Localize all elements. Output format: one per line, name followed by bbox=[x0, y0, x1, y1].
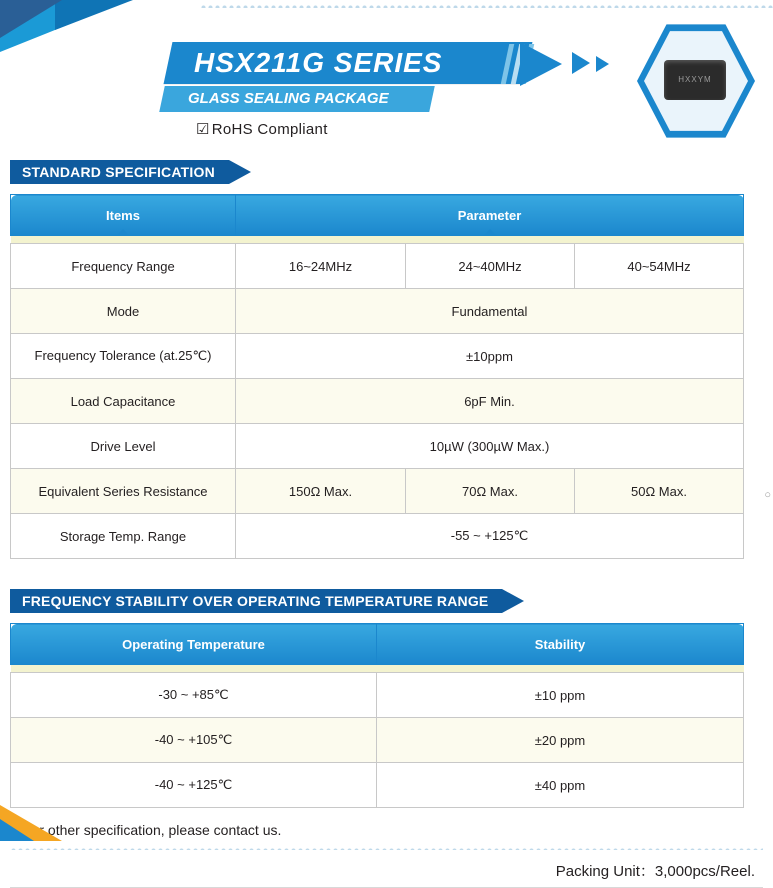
row-temperature: -30 ~ +85℃ bbox=[11, 673, 377, 718]
row-label: Load Capacitance bbox=[11, 379, 236, 424]
standard-spec-banner-label: STANDARD SPECIFICATION bbox=[22, 164, 215, 180]
dotted-rule-top bbox=[200, 4, 773, 8]
standard-spec-banner bbox=[10, 160, 229, 184]
table-row bbox=[11, 334, 744, 379]
dotted-rule-bottom bbox=[10, 847, 763, 850]
footnote-star: ＊ bbox=[10, 823, 24, 838]
row-temperature: -40 ~ +125℃ bbox=[11, 763, 377, 808]
crystal-package-image bbox=[664, 60, 726, 100]
row-value: -55 ~ +125℃ bbox=[236, 514, 744, 559]
rohs-label: RoHS Compliant bbox=[211, 121, 328, 138]
table-row bbox=[11, 244, 744, 289]
row-value: 6pF Min. bbox=[236, 379, 744, 424]
row-stability: ±40 ppm bbox=[377, 763, 744, 808]
table-row bbox=[11, 514, 744, 559]
series-title-banner bbox=[164, 42, 533, 84]
footer-corner-decoration bbox=[0, 805, 80, 841]
row-label: Drive Level bbox=[11, 424, 236, 469]
row-stability: ±10 ppm bbox=[377, 673, 744, 718]
row-value: 10µW (300µW Max.) bbox=[236, 424, 744, 469]
row-label: Mode bbox=[11, 289, 236, 334]
row-value: 40~54MHz bbox=[575, 244, 744, 289]
header-notch-row bbox=[11, 665, 744, 673]
product-hex-badge bbox=[637, 22, 755, 140]
page-side-mark: ○ bbox=[764, 489, 771, 501]
header-parameter: Parameter bbox=[236, 195, 744, 236]
series-subtitle: GLASS SEALING PACKAGE bbox=[188, 90, 389, 107]
page-header bbox=[0, 0, 773, 160]
table-row bbox=[11, 469, 744, 514]
checkbox-checked-icon: ☑ bbox=[196, 121, 210, 138]
table-row bbox=[11, 379, 744, 424]
stability-banner bbox=[10, 589, 502, 613]
header-stability: Stability bbox=[377, 624, 744, 665]
packing-unit: Packing Unit：3,000pcs/Reel. bbox=[555, 863, 755, 880]
row-value: ±10ppm bbox=[236, 334, 744, 379]
header-operating-temperature: Operating Temperature bbox=[11, 624, 377, 665]
row-label: Frequency Tolerance (at.25℃) bbox=[11, 334, 236, 379]
row-value: 50Ω Max. bbox=[575, 469, 744, 514]
header-notch-row bbox=[11, 236, 744, 244]
row-temperature: -40 ~ +105℃ bbox=[11, 718, 377, 763]
series-title: HSX211G SERIES bbox=[194, 47, 443, 78]
table-row bbox=[11, 763, 744, 808]
stability-banner-label: FREQUENCY STABILITY OVER OPERATING TEMPERATURE RANGE bbox=[22, 593, 489, 609]
table-row bbox=[11, 289, 744, 334]
table-row bbox=[11, 424, 744, 469]
footnote-text: For other specification, please contact us. bbox=[23, 822, 282, 838]
row-value: 16~24MHz bbox=[236, 244, 406, 289]
rohs-compliance bbox=[196, 120, 328, 138]
table-row bbox=[11, 673, 744, 718]
footnote bbox=[10, 820, 773, 839]
row-label: Equivalent Series Resistance bbox=[11, 469, 236, 514]
chip-marking: HXXYM bbox=[678, 75, 712, 84]
arrow-large-icon bbox=[520, 42, 562, 86]
stability-table bbox=[10, 623, 744, 808]
arrow-medium-icon bbox=[572, 52, 590, 74]
row-value: Fundamental bbox=[236, 289, 744, 334]
table-row bbox=[11, 718, 744, 763]
table-header-row bbox=[11, 624, 744, 665]
row-value: 70Ω Max. bbox=[406, 469, 575, 514]
row-value: 150Ω Max. bbox=[236, 469, 406, 514]
series-subtitle-banner bbox=[159, 86, 435, 112]
row-stability: ±20 ppm bbox=[377, 718, 744, 763]
row-label: Frequency Range bbox=[11, 244, 236, 289]
row-value: 24~40MHz bbox=[406, 244, 575, 289]
header-items: Items bbox=[11, 195, 236, 236]
standard-spec-table bbox=[10, 194, 744, 559]
row-label: Storage Temp. Range bbox=[11, 514, 236, 559]
arrow-small-icon bbox=[596, 56, 609, 72]
